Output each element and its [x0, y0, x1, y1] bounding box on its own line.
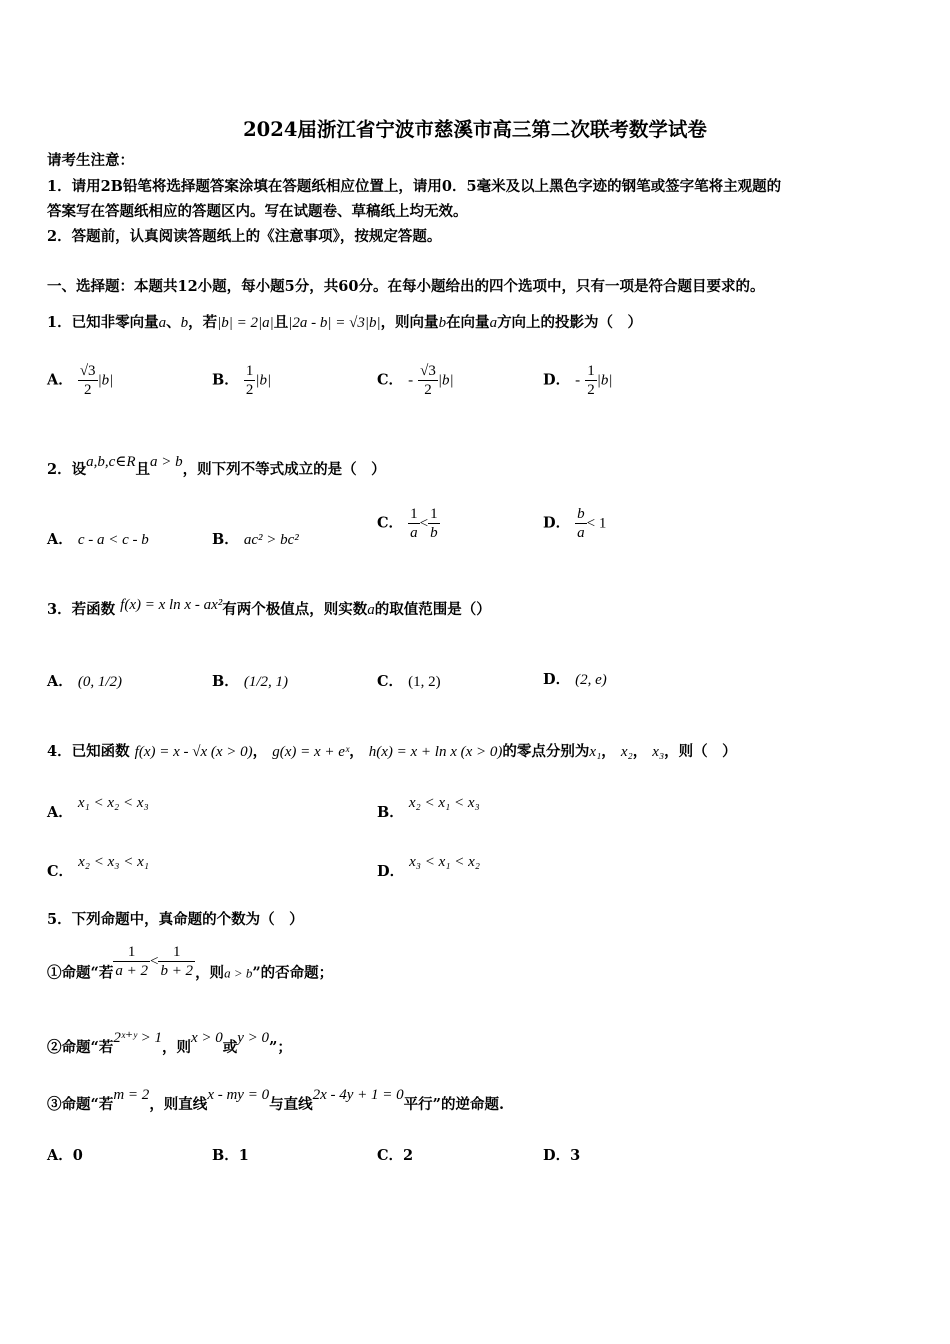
question-3-stem: 3．若函数 f(x) = x ln x - ax²有两个极值点，则实数a的取值范围是（）	[47, 597, 491, 618]
notice-line-1: 1．请用2B铅笔将选择题答案涂填在答题纸相应位置上，请用0．5毫米及以上黑色字迹的钢笔或签字笔将主观题的	[47, 178, 782, 195]
q4-option-c[interactable]: C． x₂ < x₃ < x₁	[47, 854, 149, 880]
q5-option-c[interactable]: C．2	[377, 1147, 414, 1164]
q3-option-c[interactable]: C． (1, 2)	[377, 673, 441, 690]
notice-line-2: 答案写在答题纸相应的答题区内。写在试题卷、草稿纸上均无效。	[47, 203, 468, 220]
q2-option-c[interactable]: C． $\frac{1}{a}$ < $\frac{1}{b}$	[377, 506, 438, 541]
question-5-stem: 5．下列命题中，真命题的个数为（ ）	[47, 911, 304, 928]
q5-option-d[interactable]: D．3	[543, 1147, 581, 1164]
q2-option-b[interactable]: B． ac² > bc²	[212, 531, 299, 548]
q3-option-b[interactable]: B． (1/2, 1)	[212, 673, 288, 690]
page-title: 2024届浙江省宁波市慈溪市高三第二次联考数学试卷	[243, 118, 707, 141]
q1-option-b[interactable]: B． $\frac{1}{2}$ |b|	[212, 363, 272, 398]
q2-option-d[interactable]: D． $\frac{b}{a}$ < 1	[543, 506, 607, 541]
section-heading: 一、选择题：本题共12小题，每小题5分，共60分。在每小题给出的四个选项中，只有一项是符合题目要求的。	[47, 278, 765, 295]
question-2-stem: 2．设a,b,c∈R且a > b，则下列不等式成立的是（ ）	[47, 454, 386, 478]
notice-heading: 请考生注意：	[47, 152, 134, 169]
q1-option-a[interactable]: A． $\frac{√3}{2}$ |b|	[47, 363, 114, 398]
q5-option-b[interactable]: B．1	[212, 1147, 249, 1164]
q4-option-b[interactable]: B． x₂ < x₁ < x₃	[377, 795, 480, 821]
question-1-stem: 1．已知非零向量a、b，若|b| = 2|a|且|2a - b| = √3|b|，则向量b在向量a方向上的投影为（ ）	[47, 314, 643, 331]
q3-option-d[interactable]: D． (2, e)	[543, 671, 607, 688]
q5-statement-3: ③命题“若m = 2，则直线x - my = 0与直线2x - 4y + 1 = 0平行”的逆命题.	[47, 1087, 505, 1113]
notice-line-3: 2．答题前，认真阅读答题纸上的《注意事项》，按规定答题。	[47, 228, 442, 245]
q5-option-a[interactable]: A．0	[47, 1147, 83, 1164]
q1-option-d[interactable]: D． - $\frac{1}{2}$ |b|	[543, 363, 613, 398]
q2-option-a[interactable]: A． c - a < c - b	[47, 531, 149, 548]
q5-statement-2: ②命题“若2ˣ⁺ʸ > 1，则x > 0或y > 0”；	[47, 1030, 292, 1056]
question-4-stem: 4．已知函数 f(x) = x - √x (x > 0)， g(x) = x + eˣ， h(x) = x + ln x (x > 0)的零点分别为x₁， x₂， x₃，则（ ）	[47, 743, 737, 760]
q1-option-c[interactable]: C． - $\frac{√3}{2}$ |b|	[377, 363, 454, 398]
q4-option-a[interactable]: A． x₁ < x₂ < x₃	[47, 795, 149, 821]
q4-option-d[interactable]: D． x₃ < x₁ < x₂	[377, 854, 481, 880]
q5-statement-1: ①命题“若 $\frac{1}{a + 2}$ < $\frac{1}{b + 2}$ ，则a > b”的否命题；	[47, 944, 334, 982]
q3-option-a[interactable]: A． (0, 1/2)	[47, 673, 122, 690]
